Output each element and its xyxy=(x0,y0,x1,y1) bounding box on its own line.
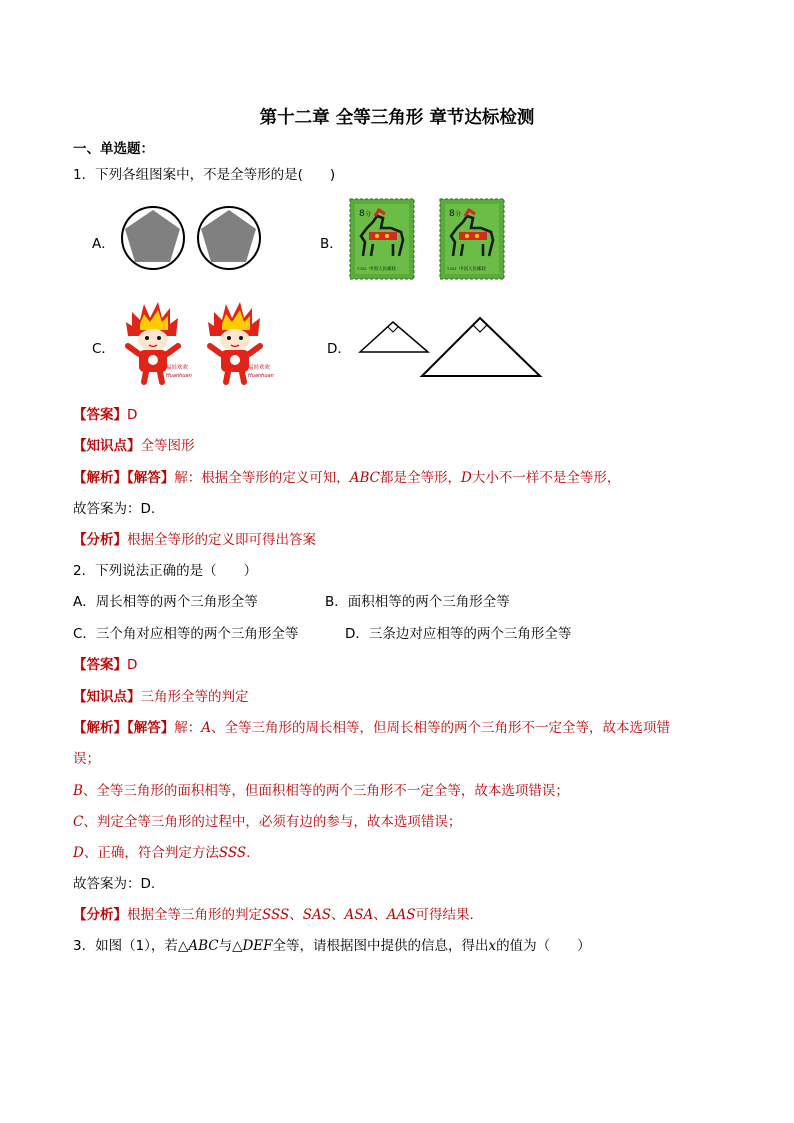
fenxi-tag: 【分析】 xyxy=(73,532,127,548)
svg-text:Huanhuan: Huanhuan xyxy=(166,373,192,379)
stamp-price: 8 xyxy=(359,209,365,219)
q2-option-d: D．三条边对应相等的两个三角形全等 xyxy=(345,626,572,642)
q2-answer xyxy=(73,653,137,673)
math-d: D xyxy=(461,470,472,486)
svg-text:福娃欢欢: 福娃欢欢 xyxy=(166,365,189,371)
analysis-tag: 【解析】【解答】 xyxy=(73,720,175,736)
horse-stamp-1 xyxy=(350,199,414,279)
answer-tag: 【答案】 xyxy=(73,657,127,673)
q1-option-a-figure xyxy=(118,204,283,272)
q2-analysis-a-cont: 误； xyxy=(73,751,100,767)
q2-fenxi: 【分析】根据全等三角形的判定SSS、SAS、ASA、AAS可得结果. xyxy=(73,907,474,923)
mascot-figure-1 xyxy=(126,302,192,382)
q2-analysis-b: B、全等三角形的面积相等，但面积相等的两个三角形不一定全等，故本选项错误； xyxy=(73,783,569,799)
section-heading: 一、单选题： xyxy=(73,141,154,157)
svg-text:8: 8 xyxy=(449,209,455,219)
q1-option-c-figure xyxy=(118,300,288,388)
mascot-figure-2 xyxy=(208,302,274,382)
knowledge-value: 全等图形 xyxy=(140,438,195,454)
analysis-tag: 【解析】【解答】 xyxy=(73,470,175,486)
q1-stem: 1．下列各组图案中，不是全等形的是( ) xyxy=(73,167,336,183)
knowledge-value: 三角形全等的判定 xyxy=(140,689,249,705)
svg-text:中国人民邮政: 中国人民邮政 xyxy=(459,267,486,272)
horse-stamp-2 xyxy=(440,199,504,279)
q3-stem: 3．如图（1），若△ABC与△DEF全等，请根据图中提供的信息，得出x的值为（ ） xyxy=(73,938,591,954)
q2-option-b: B．面积相等的两个三角形全等 xyxy=(325,594,510,610)
svg-text:中国人民邮政: 中国人民邮政 xyxy=(369,267,396,272)
q1-conclusion: 故答案为：D. xyxy=(73,501,156,517)
q2-analysis-d: D、正确，符合判定方法SSS. xyxy=(73,845,251,861)
q1-option-c-label: C． xyxy=(92,341,115,357)
small-right-triangle xyxy=(360,322,428,352)
q1-knowledge-point xyxy=(73,434,195,454)
svg-text:分: 分 xyxy=(455,211,462,218)
math-abc: ABC xyxy=(349,470,380,486)
q2-option-c: C．三个角对应相等的两个三角形全等 xyxy=(73,626,299,642)
knowledge-tag: 【知识点】 xyxy=(73,438,141,454)
q1-answer xyxy=(73,403,137,423)
q1-option-d-label: D． xyxy=(327,341,351,357)
q1-option-a-label: A． xyxy=(92,236,115,252)
svg-text:Huanhuan: Huanhuan xyxy=(248,373,274,379)
fenxi-tag: 【分析】 xyxy=(73,907,127,923)
svg-text:福娃欢欢: 福娃欢欢 xyxy=(248,365,271,371)
q1-option-b-label: B． xyxy=(320,236,343,252)
svg-text:T.102: T.102 xyxy=(447,267,457,271)
knowledge-tag: 【知识点】 xyxy=(73,689,141,705)
q2-stem: 2．下列说法正确的是（ ） xyxy=(73,563,258,579)
answer-tag: 【答案】 xyxy=(73,407,127,423)
svg-text:分: 分 xyxy=(365,211,372,218)
answer-value: D xyxy=(127,407,138,423)
q2-analysis-a: 【解析】【解答】解：A、全等三角形的周长相等，但周长相等的两个三角形不一定全等，故本选项错 xyxy=(73,720,670,736)
q2-option-a: A．周长相等的两个三角形全等 xyxy=(73,594,258,610)
q2-conclusion: 故答案为：D. xyxy=(73,876,156,892)
q2-knowledge-point xyxy=(73,685,249,705)
q1-option-d-figure xyxy=(350,312,545,382)
page-title: 第十二章 全等三角形 章节达标检测 xyxy=(259,108,535,128)
large-right-triangle xyxy=(422,318,540,376)
q1-fenxi: 【分析】根据全等形的定义即可得出答案 xyxy=(73,532,316,548)
circle-pentagon-figure-2 xyxy=(198,207,260,269)
q1-analysis: 【解析】【解答】解：根据全等形的定义可知，ABC都是全等形，D大小不一样不是全等形， xyxy=(73,470,621,486)
q1-option-b-figure xyxy=(349,198,509,281)
svg-text:T.102: T.102 xyxy=(357,267,367,271)
answer-value: D xyxy=(127,657,138,673)
q2-analysis-c: C、判定全等三角形的过程中，必须有边的参与，故本选项错误； xyxy=(73,814,462,830)
circle-pentagon-figure-1 xyxy=(122,207,184,269)
